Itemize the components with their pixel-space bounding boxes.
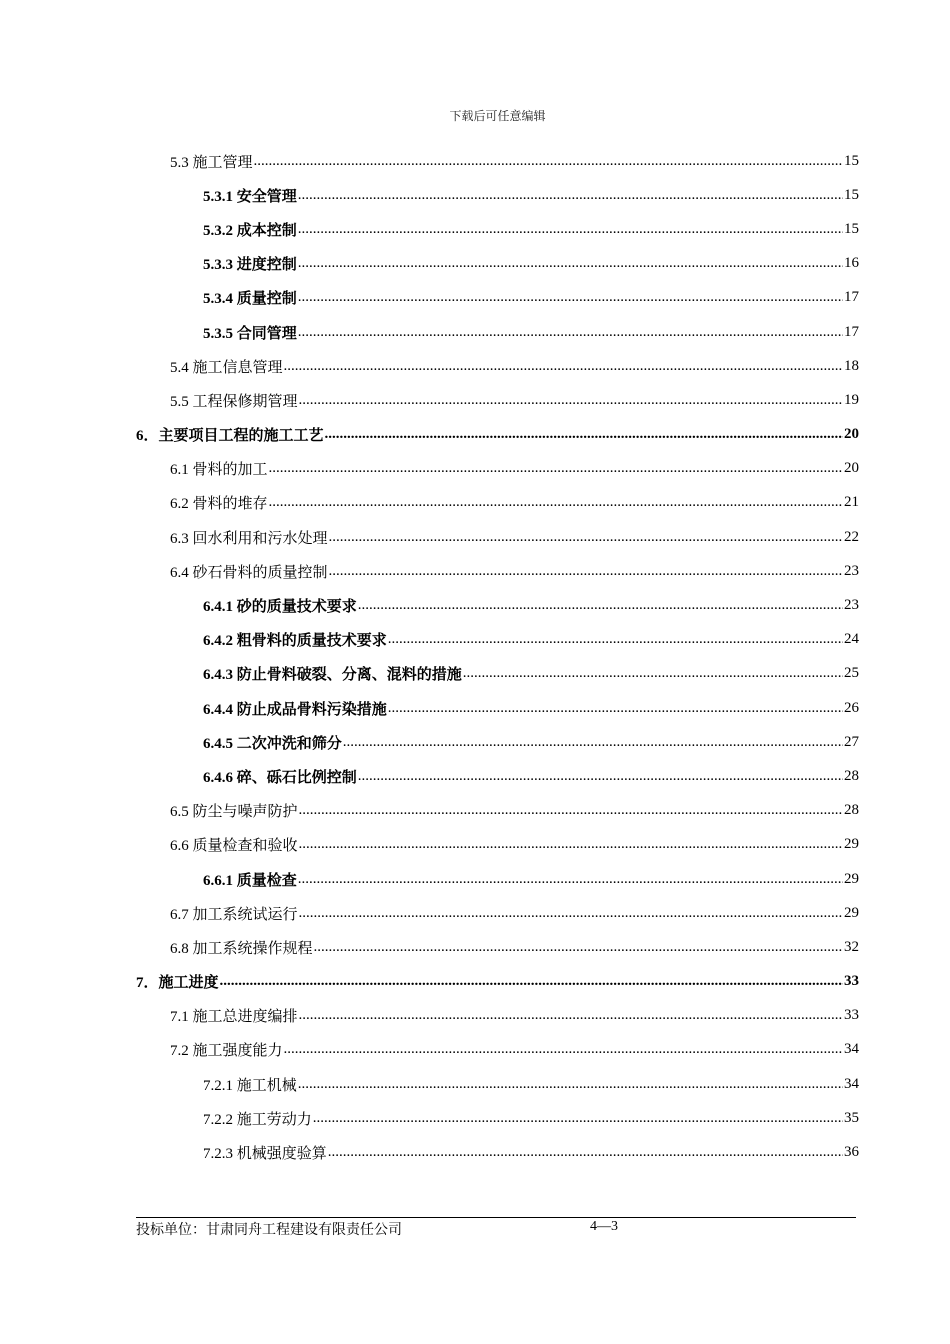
toc-entry[interactable] bbox=[0, 452, 950, 486]
toc-entry-page: 32 bbox=[844, 938, 859, 955]
toc-entry-label: 6.4.3 防止骨料破裂、分离、混料的措施 bbox=[203, 667, 462, 684]
toc-entry-label: 6.4.6 碎、砾石比例控制 bbox=[203, 769, 357, 786]
toc-leader-dots bbox=[325, 426, 843, 443]
toc-entry-page: 28 bbox=[844, 767, 859, 784]
toc-entry[interactable] bbox=[0, 315, 950, 349]
toc-entry-label: 5.3 施工管理 bbox=[170, 154, 253, 171]
toc-leader-dots bbox=[358, 597, 843, 614]
toc-leader-dots bbox=[298, 289, 843, 306]
toc-entry[interactable] bbox=[0, 759, 950, 793]
toc-entry[interactable] bbox=[0, 383, 950, 417]
toc-entry[interactable] bbox=[0, 623, 950, 657]
header-note: 下载后可任意编辑 bbox=[449, 109, 546, 123]
footer-page-number: 4—3 bbox=[590, 1219, 618, 1234]
toc-entry-label: 6．主要项目工程的施工工艺 bbox=[136, 428, 324, 445]
toc-entry-label: 6.4 砂石骨料的质量控制 bbox=[170, 564, 328, 581]
toc-entry-page: 22 bbox=[844, 528, 859, 545]
toc-entry-page: 17 bbox=[844, 323, 859, 340]
toc-entry[interactable] bbox=[0, 520, 950, 554]
toc-entry-page: 23 bbox=[844, 562, 859, 579]
toc-entry[interactable] bbox=[0, 828, 950, 862]
toc-entry-page: 16 bbox=[844, 255, 859, 272]
toc-entry-page: 29 bbox=[844, 870, 859, 887]
toc-entry-label: 6.2 骨料的堆存 bbox=[170, 496, 268, 513]
toc-entry[interactable] bbox=[0, 588, 950, 622]
toc-entry-label: 5.3.3 进度控制 bbox=[203, 257, 297, 274]
toc-entry-label: 6.1 骨料的加工 bbox=[170, 462, 268, 479]
toc-entry[interactable] bbox=[0, 486, 950, 520]
toc-leader-dots bbox=[329, 529, 843, 546]
toc-entry[interactable] bbox=[0, 144, 950, 178]
toc-entry[interactable] bbox=[0, 418, 950, 452]
toc-entry-page: 24 bbox=[844, 631, 859, 648]
toc-entry-page: 34 bbox=[844, 1075, 859, 1092]
toc-leader-dots bbox=[298, 221, 843, 238]
toc-leader-dots bbox=[299, 392, 843, 409]
toc-entry[interactable] bbox=[0, 657, 950, 691]
toc-entry[interactable] bbox=[0, 896, 950, 930]
toc-entry-label: 7．施工进度 bbox=[136, 975, 219, 992]
toc-leader-dots bbox=[329, 563, 843, 580]
toc-leader-dots bbox=[298, 871, 843, 888]
toc-entry-page: 25 bbox=[844, 665, 859, 682]
toc-entry-label: 7.2.2 施工劳动力 bbox=[203, 1111, 312, 1128]
toc-entry-page: 17 bbox=[844, 289, 859, 306]
toc-leader-dots bbox=[299, 905, 843, 922]
toc-leader-dots bbox=[284, 1041, 843, 1058]
toc-entry-page: 34 bbox=[844, 1041, 859, 1058]
toc-leader-dots bbox=[299, 1007, 843, 1024]
toc-entry-page: 20 bbox=[844, 460, 859, 477]
toc-entry-label: 7.1 施工总进度编排 bbox=[170, 1009, 298, 1026]
toc-leader-dots bbox=[298, 187, 843, 204]
toc-entry-page: 29 bbox=[844, 904, 859, 921]
toc-entry-page: 23 bbox=[844, 597, 859, 614]
toc-entry-page: 33 bbox=[844, 1007, 859, 1024]
toc-entry-label: 6.4.2 粗骨料的质量技术要求 bbox=[203, 633, 387, 650]
toc-entry-page: 15 bbox=[844, 220, 859, 237]
toc-entry[interactable] bbox=[0, 178, 950, 212]
toc-entry-label: 5.3.2 成本控制 bbox=[203, 222, 297, 239]
toc-entry-label: 6.6 质量检查和验收 bbox=[170, 838, 298, 855]
toc-leader-dots bbox=[254, 153, 843, 170]
toc-leader-dots bbox=[298, 255, 843, 272]
toc-leader-dots bbox=[220, 973, 843, 990]
toc-entry-label: 6.7 加工系统试运行 bbox=[170, 906, 298, 923]
toc-entry-label: 6.3 回水利用和污水处理 bbox=[170, 530, 328, 547]
toc-entry[interactable] bbox=[0, 1135, 950, 1169]
toc-entry-label: 6.4.1 砂的质量技术要求 bbox=[203, 599, 357, 616]
toc-leader-dots bbox=[313, 1110, 843, 1127]
toc-entry-label: 5.3.5 合同管理 bbox=[203, 325, 297, 342]
toc-entry[interactable] bbox=[0, 930, 950, 964]
toc-leader-dots bbox=[299, 802, 843, 819]
toc-leader-dots bbox=[284, 358, 843, 375]
toc-entry-page: 35 bbox=[844, 1109, 859, 1126]
toc-leader-dots bbox=[388, 700, 843, 717]
toc-entry-label: 6.4.5 二次冲洗和筛分 bbox=[203, 735, 342, 752]
toc-leader-dots bbox=[314, 939, 843, 956]
toc-entry-page: 15 bbox=[844, 152, 859, 169]
toc-entry[interactable] bbox=[0, 1067, 950, 1101]
toc-entry-page: 19 bbox=[844, 391, 859, 408]
toc-entry-label: 5.3.1 安全管理 bbox=[203, 188, 297, 205]
toc-entry[interactable] bbox=[0, 1033, 950, 1067]
toc-entry[interactable] bbox=[0, 212, 950, 246]
toc-entry[interactable] bbox=[0, 349, 950, 383]
toc-entry[interactable] bbox=[0, 725, 950, 759]
toc-leader-dots bbox=[388, 631, 843, 648]
toc-entry-label: 7.2.1 施工机械 bbox=[203, 1077, 297, 1094]
toc-leader-dots bbox=[358, 768, 843, 785]
footer-divider bbox=[136, 1217, 856, 1218]
toc-entry-page: 20 bbox=[844, 426, 859, 443]
toc-entry-page: 36 bbox=[844, 1144, 859, 1161]
footer-company: 投标单位：甘肃同舟工程建设有限责任公司 bbox=[136, 1223, 402, 1238]
toc-entry-label: 6.4.4 防止成品骨料污染措施 bbox=[203, 701, 387, 718]
toc-entry-page: 18 bbox=[844, 357, 859, 374]
toc-entry-label: 7.2.3 机械强度验算 bbox=[203, 1146, 327, 1163]
toc-entry[interactable] bbox=[0, 281, 950, 315]
toc-leader-dots bbox=[298, 1076, 843, 1093]
toc-entry[interactable] bbox=[0, 691, 950, 725]
toc-entry-label: 6.6.1 质量检查 bbox=[203, 872, 297, 889]
toc-entry[interactable] bbox=[0, 1101, 950, 1135]
toc-entry-page: 29 bbox=[844, 836, 859, 853]
toc-leader-dots bbox=[328, 1144, 843, 1161]
toc-entry-label: 5.4 施工信息管理 bbox=[170, 359, 283, 376]
toc-entry-page: 33 bbox=[844, 973, 859, 990]
toc-leader-dots bbox=[269, 494, 843, 511]
toc-entry[interactable] bbox=[0, 247, 950, 281]
toc-entry[interactable] bbox=[0, 965, 950, 999]
toc-entry-page: 21 bbox=[844, 494, 859, 511]
toc-entry-label: 5.3.4 质量控制 bbox=[203, 291, 297, 308]
toc-leader-dots bbox=[343, 734, 843, 751]
toc-entry-label: 5.5 工程保修期管理 bbox=[170, 393, 298, 410]
toc-entry[interactable] bbox=[0, 554, 950, 588]
toc-leader-dots bbox=[299, 836, 843, 853]
toc-entry[interactable] bbox=[0, 862, 950, 896]
toc-entry-page: 28 bbox=[844, 802, 859, 819]
toc-leader-dots bbox=[269, 460, 843, 477]
toc-leader-dots bbox=[463, 665, 843, 682]
table-of-contents bbox=[0, 144, 950, 1170]
toc-entry-label: 6.8 加工系统操作规程 bbox=[170, 940, 313, 957]
toc-entry-page: 27 bbox=[844, 733, 859, 750]
toc-entry-label: 7.2 施工强度能力 bbox=[170, 1043, 283, 1060]
toc-entry[interactable] bbox=[0, 999, 950, 1033]
toc-entry-page: 15 bbox=[844, 186, 859, 203]
toc-entry[interactable] bbox=[0, 794, 950, 828]
toc-entry-page: 26 bbox=[844, 699, 859, 716]
toc-leader-dots bbox=[298, 324, 843, 341]
toc-entry-label: 6.5 防尘与噪声防护 bbox=[170, 804, 298, 821]
